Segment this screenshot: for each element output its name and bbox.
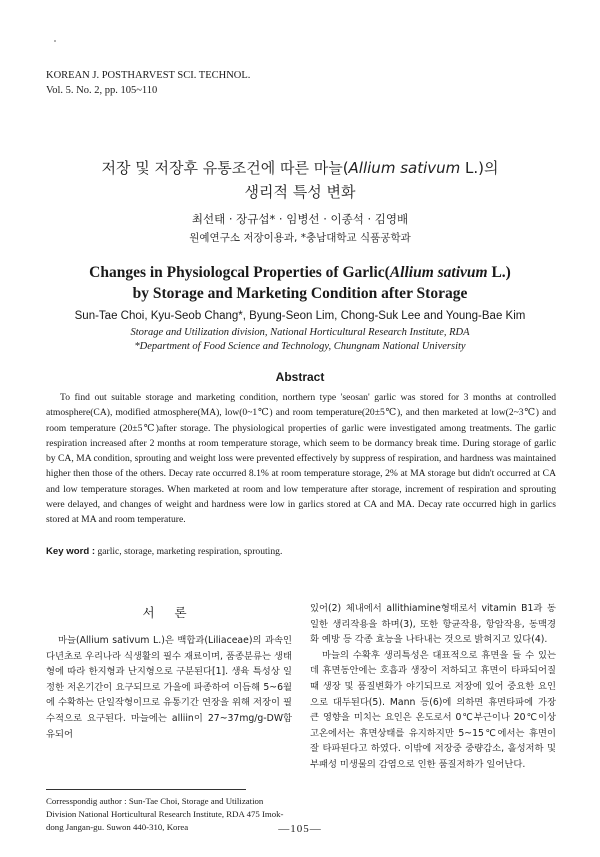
english-title-suffix: L.) bbox=[487, 264, 511, 281]
english-title-species: Allium sativum bbox=[389, 264, 488, 281]
english-title-prefix: Changes in Physiologcal Properties of Garlic( bbox=[89, 264, 390, 281]
intro-paragraph-2: 마늘의 수확후 생리특성은 대표적으로 휴면을 들 수 있는데 휴면동안에는 호흡과 생장이 저하되고 휴면이 타파되어질 때 생장 및 품질변화가 야기되므로 저장에 있어 중요한 요인으로 대두된다(5). Mann 등(6)에 의하면 휴면타파에 가장 큰 영향을 미치는 요인은 온도로서 0℃부근이나 20℃이상 고온에서는 휴면상태를 유지하지만 5~15℃에서는 휴면이 잘 타파된다고 하였다. 이밖에 저장중 중량감소, 흘성저하 및 부패성 미생물의 감염으로 인한 품질저하가 일어난다. bbox=[310, 649, 556, 770]
journal-name: KOREAN J. POSTHARVEST SCI. TECHNOL. bbox=[46, 70, 251, 81]
korean-title-prefix: 저장 및 저장후 유통조건에 따른 마늘( bbox=[101, 159, 349, 177]
abstract-heading: Abstract bbox=[275, 370, 325, 384]
english-affiliation bbox=[30, 326, 570, 354]
footnote-divider bbox=[46, 789, 246, 790]
scan-speck bbox=[54, 40, 56, 42]
english-title-line1 bbox=[30, 262, 570, 283]
intro-heading: 서 론 bbox=[142, 605, 195, 620]
corresponding-author-footnote: Corresspondig author : Sun-Tae Choi, Storage and Utilization Division National Horticultural Research Institute, RDA 475 Imok-dong Jangan-gu. Suwon 440-310, Korea bbox=[46, 796, 284, 832]
journal-header bbox=[46, 68, 250, 98]
journal-volume: Vol. 5. No. 2, pp. 105~110 bbox=[46, 85, 158, 96]
korean-affiliation: 원예연구소 저장이용과, *충남대학교 식품공학과 bbox=[189, 232, 411, 244]
keyword-text: garlic, storage, marketing respiration, sprouting. bbox=[95, 546, 283, 557]
abstract-text: To find out suitable storage and marketing condition, northern type 'seosan' garlic was stored for 3 months at controlled atmosphere(CA), modified atmosphere(MA), low(0~1℃) and room temperature(20±5℃), and then marketed at low(2~3℃) and room temperature (20±5℃)after storage. The physiological properties of garlic were investigated among treatments. The garlic respiration increased after 2 months at room temperature storage, which seem to be dormancy break time. During storage of garlic by CA, MA condition, sprouting and weight loss were prevented effectively by suppress of respiration, and hardness was maintained higher then those of the others. Decay rate occurred 8.1% at room temperature storage, 2% at MA storage but didn't occurred at CA and low temperature storages. When marketed at room and low temperature after storage, increment of respiration and sprouting were delayed, and changes of weight and hardness were low in garlics stored at CA and MA. Decay rate occurred high in garlics stored at MA and room temperature. bbox=[46, 392, 556, 526]
english-title bbox=[30, 262, 570, 304]
english-title-line2: by Storage and Marketing Condition after Storage bbox=[132, 285, 468, 302]
korean-title bbox=[40, 156, 560, 204]
english-affiliation-line1: Storage and Utilization division, National Horticultural Research Institute, RDA bbox=[130, 327, 470, 338]
keywords bbox=[46, 545, 556, 559]
intro-paragraph-1: 마늘(Allium sativum L.)은 백합과(Liliaceae)의 과속인 다년초로 우리나라 식생활의 필수 재료이며, 품종분류는 생태형에 따라 한지형과 난지형으로 구분된다[1]. 생육 특성상 일정한 저온기간이 요구되므로 가을에 파종하여 이듬해 5~6월에 수확하는 단일작형이므로 유통기간 연장을 위해 저장이 필수적으로 요구된다. 마늘에는 alliin이 27~37mg/g-DW함유되어 bbox=[46, 635, 292, 740]
korean-title-line1 bbox=[40, 156, 560, 180]
english-affiliation-line2: *Department of Food Science and Technology, Chungnam National University bbox=[134, 341, 466, 352]
korean-title-species: Allium sativum bbox=[348, 159, 461, 177]
korean-title-line2: 생리적 특성 변화 bbox=[244, 183, 356, 201]
intro-right-column bbox=[310, 601, 556, 773]
page-number: —105— bbox=[278, 823, 322, 835]
korean-title-suffix: L.)의 bbox=[460, 159, 499, 177]
keyword-label: Key word : bbox=[46, 546, 96, 557]
intro-left-column bbox=[46, 633, 292, 742]
korean-authors: 최선태 · 장규섭* · 임병선 · 이종석 · 김영배 bbox=[191, 212, 409, 226]
english-authors: Sun-Tae Choi, Kyu-Seob Chang*, Byung-Seon Lim, Chong-Suk Lee and Young-Bae Kim bbox=[74, 310, 526, 322]
intro-paragraph-1-cont: 있어(2) 체내에서 allithiamine형태로서 vitamin B1과 동일한 생리작용을 하며(3), 또한 항균작용, 항암작용, 동맥경화 예방 등 각종 효능을 나타내는 것으로 밝혀지고 있다(4). bbox=[310, 603, 556, 646]
